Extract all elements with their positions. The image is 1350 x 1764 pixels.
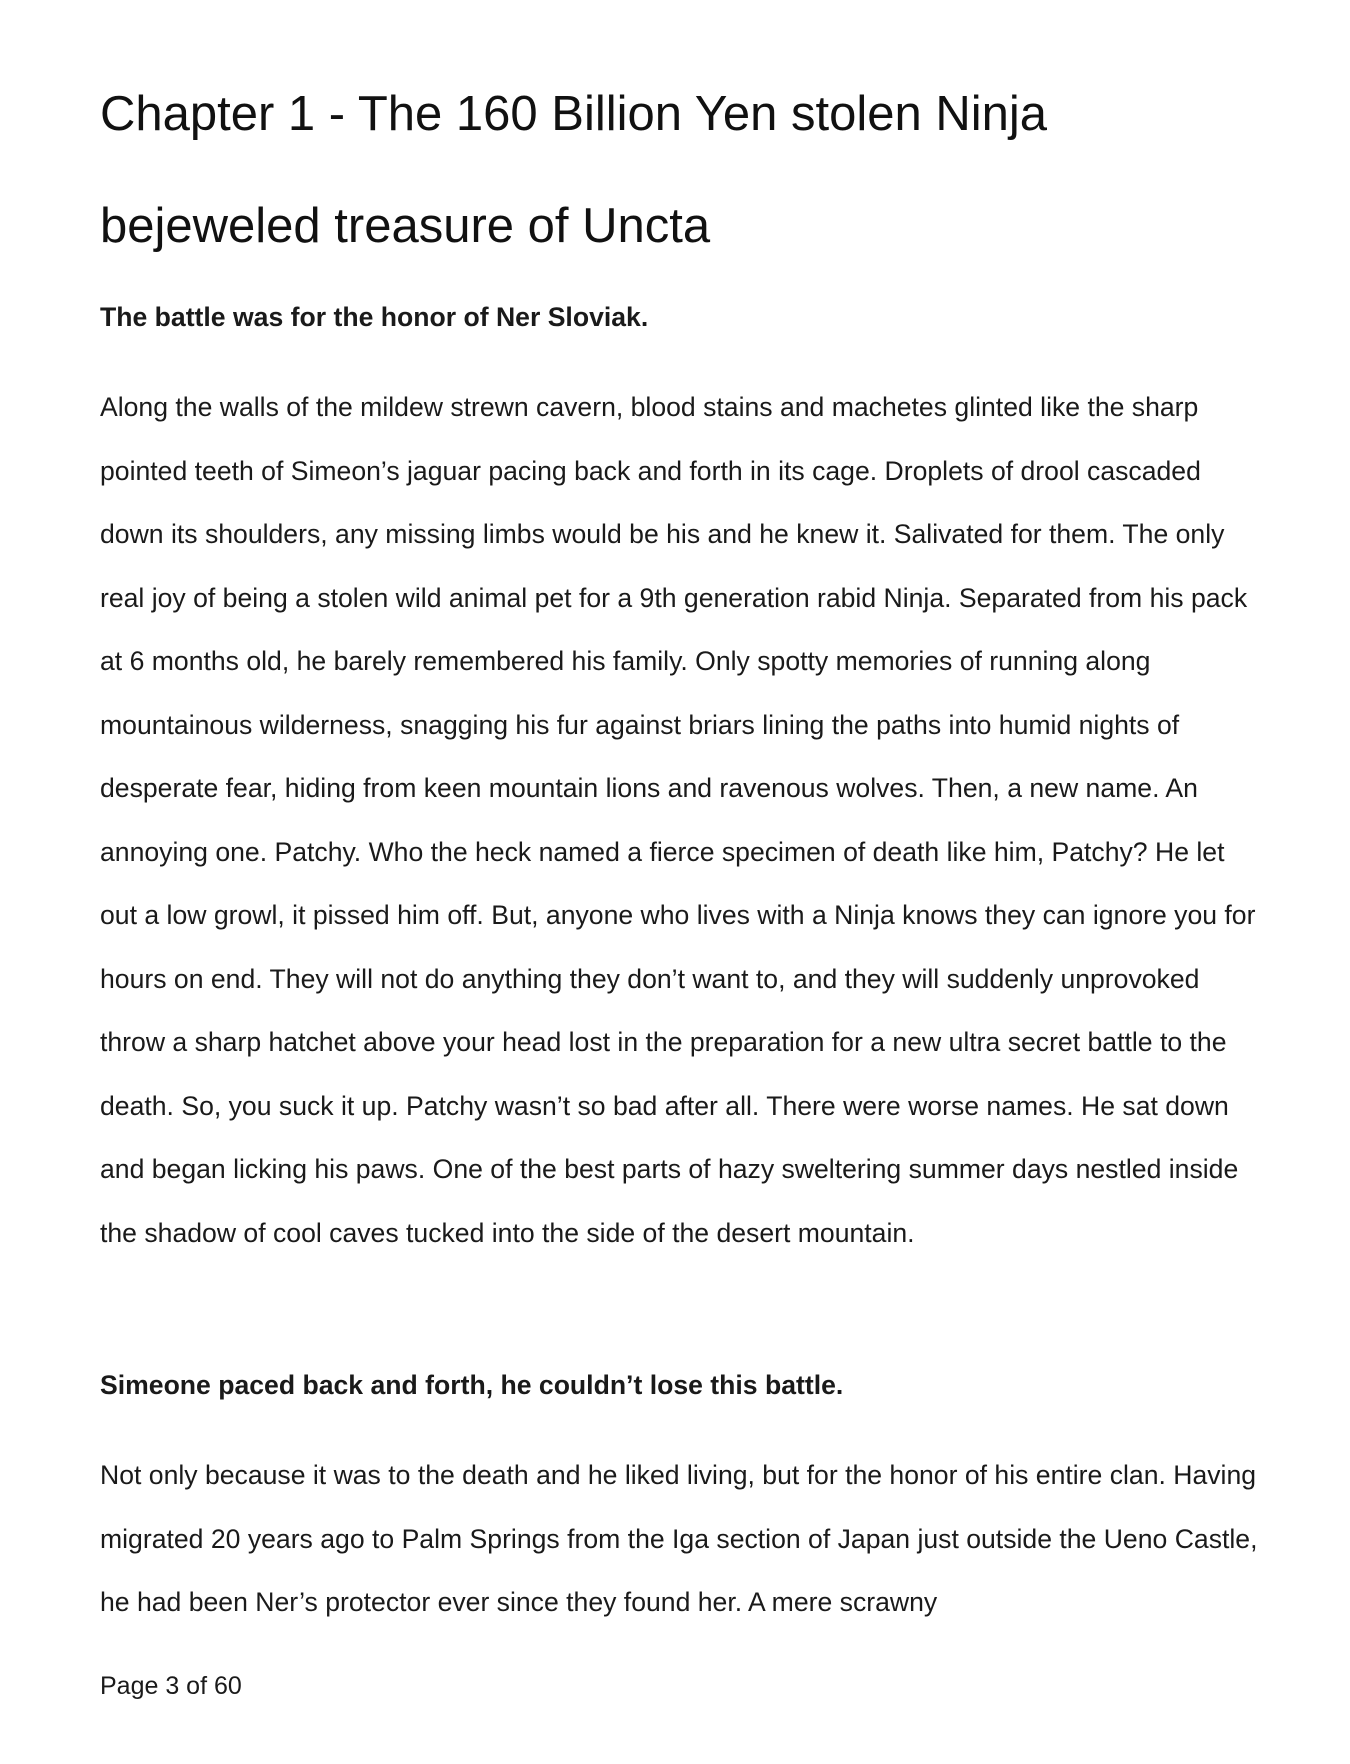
section-subheading: Simeone paced back and forth, he couldn’t lose this battle. <box>100 1370 844 1400</box>
body-paragraph: Not only because it was to the death and he liked living, but for the honor of his entire clan. Having migrated 20 years ago to Palm Springs from the Iga section of Japan just outside the Ueno Castle, he had been Ner’s protector ever since they found her. A mere scrawny <box>100 1460 1258 1617</box>
page-number: Page 3 of 60 <box>100 1672 242 1700</box>
chapter-title: Chapter 1 - The 160 Billion Yen stolen Ninja bejeweled treasure of Uncta <box>100 87 1048 253</box>
section-subheading: The battle was for the honor of Ner Sloviak. <box>100 302 649 332</box>
body-paragraph: Along the walls of the mildew strewn cavern, blood stains and machetes glinted like the sharp pointed teeth of Simeon’s jaguar pacing back and forth in its cage. Droplets of drool cascaded down its shoulders, any missing limbs would be his and he knew it. Salivated for them. The only real joy of being a stolen wild animal pet for a 9th generation rabid Ninja. Separated from his pack at 6 months old, he barely remembered his family. Only spotty memories of running along mountainous wilderness, snagging his fur against briars lining the paths into humid nights of desperate fear, hiding from keen mountain lions and ravenous wolves. Then, a new name. An annoying one. Patchy. Who the heck named a fierce specimen of death like him, Patchy? He let out a low growl, it pissed him off. But, anyone who lives with a Ninja knows they can ignore you for hours on end. They will not do anything they don’t want to, and they will suddenly unprovoked throw a sharp hatchet above your head lost in the preparation for a new ultra secret battle to the death. So, you suck it up. Patchy wasn’t so bad after all. There were worse names. He sat down and began licking his paws. One of the best parts of hazy sweltering summer days nestled inside the shadow of cool caves tucked into the side of the desert mountain. <box>100 392 1256 1248</box>
